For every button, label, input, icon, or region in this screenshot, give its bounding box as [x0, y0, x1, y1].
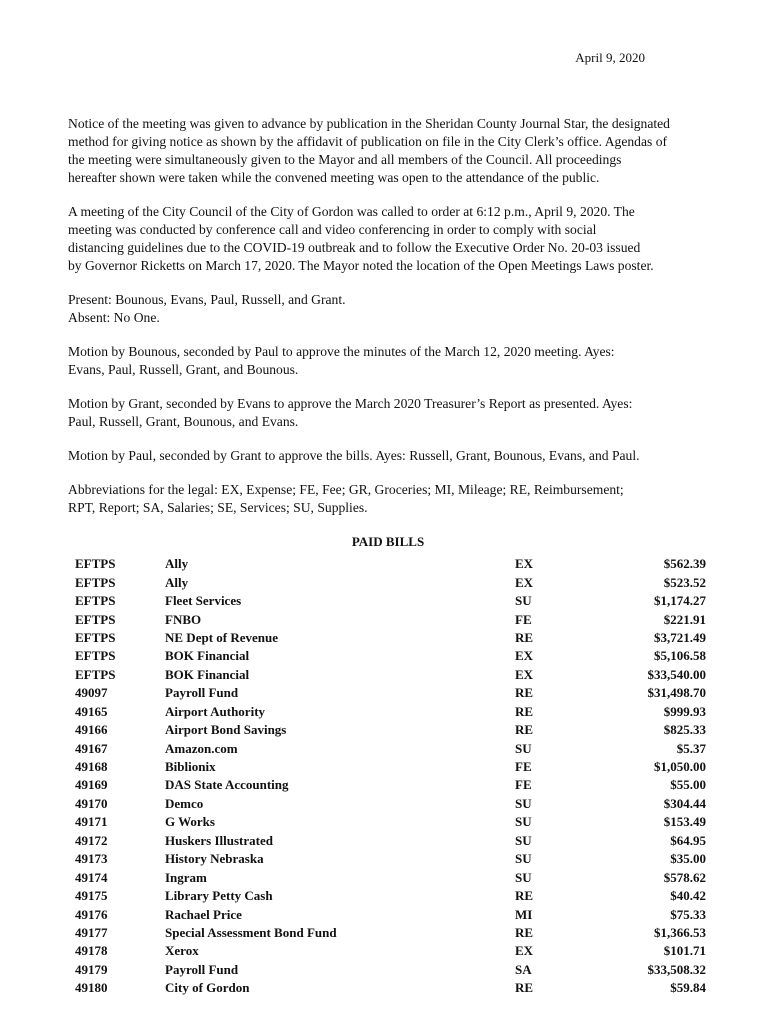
notice-line: the meeting were simultaneously given to the Mayor and all members of the Council. All proceedings: [68, 152, 622, 167]
bill-amount: $221.91: [663, 611, 706, 627]
bill-code: SU: [515, 795, 532, 811]
absent-line: Absent: No One.: [68, 310, 160, 325]
present-line: Present: Bounous, Evans, Paul, Russell, and Grant.: [68, 292, 346, 307]
notice-line: method for giving notice as shown by the affidavit of publication on file in the City Clerk’s office. Agendas of: [68, 134, 668, 149]
bill-code: FE: [515, 611, 532, 627]
bill-amount: $5.37: [676, 740, 706, 756]
bill-row: [68, 555, 708, 573]
bill-vendor: History Nebraska: [165, 851, 264, 867]
bill-code: FE: [515, 777, 532, 793]
bill-row: [68, 887, 708, 905]
bill-row: [68, 610, 708, 628]
bill-code: RE: [515, 685, 534, 701]
motion-minutes-line: Evans, Paul, Russell, Grant, and Bounous.: [68, 362, 299, 377]
bill-code: MI: [515, 906, 533, 922]
bill-row: [68, 905, 708, 923]
bill-row: [68, 942, 708, 960]
bill-vendor: Ingram: [165, 869, 207, 885]
bill-code: EX: [515, 556, 534, 572]
bill-row: [68, 684, 708, 702]
bill-code: EX: [515, 648, 534, 664]
bill-vendor: Payroll Fund: [165, 685, 239, 701]
bill-row: [68, 850, 708, 868]
bill-code: FE: [515, 759, 532, 775]
call-to-order-line: distancing guidelines due to the COVID-19 outbreak and to follow the Executive Order No. 20-03 issued: [68, 240, 641, 255]
bill-row: [68, 647, 708, 665]
call-to-order-line: meeting was conducted by conference call and video conferencing in order to comply with social: [68, 222, 597, 237]
bill-code: EX: [515, 574, 534, 590]
bill-amount: $825.33: [663, 722, 706, 738]
paid-bills-title: PAID BILLS: [351, 534, 425, 549]
bill-vendor: City of Gordon: [165, 980, 250, 996]
bill-check-number: EFTPS: [75, 629, 116, 645]
bill-vendor: Airport Authority: [165, 703, 266, 719]
bill-check-number: 49176: [75, 906, 108, 922]
abbreviations-line: RPT, Report; SA, Salaries; SE, Services; SU, Supplies.: [68, 500, 368, 515]
paid-bills-rows: [68, 555, 708, 998]
bill-check-number: EFTPS: [75, 666, 116, 682]
bill-code: EX: [515, 943, 534, 959]
bill-vendor: BOK Financial: [165, 666, 250, 682]
bill-check-number: 49166: [75, 722, 108, 738]
bill-check-number: 49165: [75, 703, 108, 719]
bill-amount: $101.71: [663, 943, 706, 959]
bill-row: [68, 703, 708, 721]
bill-code: SU: [515, 832, 532, 848]
motion-bills-line: Motion by Paul, seconded by Grant to approve the bills. Ayes: Russell, Grant, Bounous, Evans, and Paul.: [68, 448, 640, 463]
bill-vendor: Amazon.com: [165, 740, 238, 756]
bill-row: [68, 795, 708, 813]
bill-amount: $5,106.58: [654, 648, 706, 664]
bill-amount: $1,366.53: [654, 924, 706, 940]
bill-code: SU: [515, 814, 532, 830]
bill-row: [68, 776, 708, 794]
attendance-paragraph: [68, 291, 708, 327]
bill-check-number: 49175: [75, 888, 108, 904]
bill-row: [68, 739, 708, 757]
bill-row: [68, 813, 708, 831]
motion-treasurer-line: Motion by Grant, seconded by Evans to approve the March 2020 Treasurer’s Report as presented. Ayes:: [68, 396, 633, 411]
bill-amount: $31,498.70: [647, 685, 706, 701]
motion-treasurer-paragraph: [68, 395, 708, 431]
motion-minutes-paragraph: [68, 343, 708, 379]
bill-check-number: 49179: [75, 961, 108, 977]
bill-code: RE: [515, 980, 534, 996]
notice-paragraph: [68, 115, 708, 187]
notice-line: hereafter shown were taken while the convened meeting was open to the attendance of the public.: [68, 170, 600, 185]
bill-code: SA: [515, 961, 532, 977]
bill-amount: $33,508.32: [647, 961, 706, 977]
bill-code: SU: [515, 869, 532, 885]
bill-code: RE: [515, 629, 534, 645]
bill-vendor: Huskers Illustrated: [165, 832, 273, 848]
bill-check-number: 49172: [75, 832, 108, 848]
bill-row: [68, 573, 708, 591]
bill-check-number: 49177: [75, 924, 108, 940]
bill-code: SU: [515, 593, 532, 609]
bill-vendor: NE Dept of Revenue: [165, 629, 279, 645]
bill-check-number: 49169: [75, 777, 108, 793]
bill-amount: $59.84: [670, 980, 706, 996]
bill-vendor: Payroll Fund: [165, 961, 239, 977]
call-to-order-line: A meeting of the City Council of the City of Gordon was called to order at 6:12 p.m., April 9, 2020. The: [68, 204, 635, 219]
bill-code: RE: [515, 924, 534, 940]
bill-check-number: 49178: [75, 943, 108, 959]
bill-amount: $1,174.27: [654, 593, 706, 609]
bill-vendor: Rachael Price: [165, 906, 242, 922]
bill-vendor: FNBO: [165, 611, 202, 627]
bill-vendor: Ally: [165, 574, 189, 590]
bill-vendor: Ally: [165, 556, 189, 572]
motion-treasurer-line: Paul, Russell, Grant, Bounous, and Evans.: [68, 414, 299, 429]
bill-row: [68, 832, 708, 850]
bill-check-number: 49167: [75, 740, 108, 756]
bill-row: [68, 666, 708, 684]
call-to-order-paragraph: [68, 203, 708, 275]
bill-row: [68, 924, 708, 942]
bill-amount: $55.00: [670, 777, 706, 793]
bill-amount: $3,721.49: [654, 629, 706, 645]
call-to-order-line: by Governor Ricketts on March 17, 2020. The Mayor noted the location of the Open Meetings Laws poster.: [68, 258, 654, 273]
abbreviations-line: Abbreviations for the legal: EX, Expense; FE, Fee; GR, Groceries; MI, Mileage; RE, Reimbursement;: [68, 482, 624, 497]
bill-amount: $562.39: [663, 556, 706, 572]
bill-check-number: EFTPS: [75, 574, 116, 590]
bill-vendor: Special Assessment Bond Fund: [165, 924, 337, 940]
bill-row: [68, 868, 708, 886]
bill-vendor: Demco: [165, 795, 204, 811]
bill-check-number: EFTPS: [75, 593, 116, 609]
bill-check-number: 49168: [75, 759, 108, 775]
document-date: April 9, 2020: [575, 50, 645, 65]
bill-row: [68, 979, 708, 997]
bill-code: EX: [515, 666, 534, 682]
bill-amount: $64.95: [670, 832, 706, 848]
bill-row: [68, 961, 708, 979]
bill-amount: $999.93: [663, 703, 706, 719]
motion-bills-paragraph: [68, 447, 708, 465]
bill-check-number: EFTPS: [75, 556, 116, 572]
bill-vendor: Library Petty Cash: [165, 888, 273, 904]
bill-amount: $33,540.00: [647, 666, 706, 682]
bill-vendor: BOK Financial: [165, 648, 250, 664]
bill-check-number: 49171: [75, 814, 108, 830]
bill-amount: $1,050.00: [654, 759, 706, 775]
bill-row: [68, 592, 708, 610]
bill-amount: $523.52: [663, 574, 706, 590]
paid-bills-table: [68, 555, 708, 998]
bill-amount: $40.42: [670, 888, 706, 904]
bill-check-number: 49170: [75, 795, 108, 811]
bill-check-number: 49174: [75, 869, 108, 885]
bill-vendor: G Works: [165, 814, 215, 830]
abbreviations-paragraph: [68, 481, 708, 517]
bill-code: RE: [515, 888, 534, 904]
bill-vendor: Fleet Services: [165, 593, 242, 609]
notice-line: Notice of the meeting was given to advance by publication in the Sheridan County Journal Star, the designated: [68, 116, 670, 131]
bill-amount: $578.62: [663, 869, 706, 885]
bill-amount: $153.49: [663, 814, 706, 830]
bill-row: [68, 758, 708, 776]
bill-vendor: Xerox: [165, 943, 199, 959]
document-body: [68, 115, 708, 998]
bill-row: [68, 629, 708, 647]
bill-amount: $35.00: [670, 851, 706, 867]
bill-amount: $304.44: [663, 795, 706, 811]
bill-code: RE: [515, 703, 534, 719]
bill-code: SU: [515, 851, 532, 867]
bill-code: RE: [515, 722, 534, 738]
bill-row: [68, 721, 708, 739]
motion-minutes-line: Motion by Bounous, seconded by Paul to approve the minutes of the March 12, 2020 meeting. Ayes:: [68, 344, 615, 359]
bill-check-number: EFTPS: [75, 648, 116, 664]
bill-vendor: Airport Bond Savings: [165, 722, 287, 738]
bill-amount: $75.33: [670, 906, 706, 922]
bill-code: SU: [515, 740, 532, 756]
bill-check-number: 49180: [75, 980, 108, 996]
bill-check-number: 49173: [75, 851, 108, 867]
bill-check-number: 49097: [75, 685, 108, 701]
bill-vendor: Biblionix: [165, 759, 216, 775]
bill-vendor: DAS State Accounting: [165, 777, 289, 793]
bill-check-number: EFTPS: [75, 611, 116, 627]
